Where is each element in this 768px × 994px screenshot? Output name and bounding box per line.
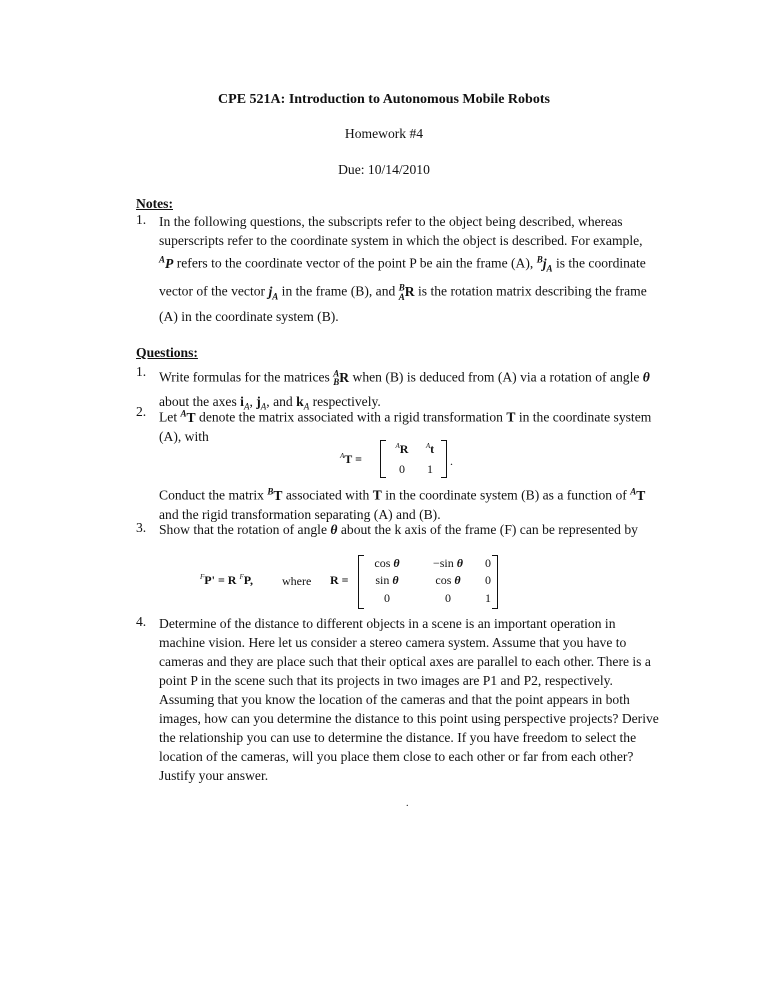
matrix-AT-equation: $^A$T = $^A$R $^A$t 0 1 .: [340, 442, 453, 476]
question-text: Show that the rotation of angle θ about the k axis of the frame (F) can be represented by: [159, 522, 638, 537]
math-AP: $^A$P: [159, 254, 174, 271]
questions-heading: Questions:: [136, 345, 198, 360]
notes-heading: Notes:: [136, 196, 173, 211]
homework-number: Homework #4: [344, 126, 424, 141]
math-BjA: $^Bj_A$: [536, 254, 553, 274]
note-number: 1.: [136, 212, 147, 227]
footer-mark: .: [406, 798, 409, 809]
math-iA: $i_A$: [240, 394, 250, 412]
math-T: T: [372, 487, 382, 503]
where-label: where: [282, 574, 312, 588]
math-BAR: $^B_A$R: [398, 282, 415, 302]
math-jA: $j_A$: [268, 283, 279, 302]
question-text: Write formulas for the matrices $^A_B$R when (B) is deduced from (A) via a rotation of angle θ about the axes $i_A$, $j_A$, and $k_A$ respectively.: [159, 368, 650, 412]
question-number: 4.: [136, 614, 147, 629]
math-theta: θ: [642, 369, 650, 385]
math-AT: $^A$T: [630, 486, 646, 503]
question-number: 3.: [136, 520, 147, 535]
question-text: Determine of the distance to different objects in a scene is an important operation in machine vision. Here let us consider a stereo camera system. Assume that you have to cameras and they are place such that their optical axes are parallel to each other. There is a point P in the scene such that its projects in two images are P1 and P2, respectively. Assuming that you know the location of the cameras and that the point appears in both images, how can you determine the distance to this point using perspective projects? Derive the relationship you can use to determine the distance. If you have freedom to select the location of the cameras, will you place them close to each other or far from each other? Justify your answer.: [159, 616, 659, 783]
math-BT: $^B$T: [267, 486, 283, 503]
math-jA: $j_A$: [256, 394, 267, 412]
question-1: [136, 364, 656, 412]
question-3: [136, 520, 656, 560]
question-4: [136, 614, 659, 794]
math-AT: $^A$T: [180, 408, 196, 425]
question-number: 1.: [136, 364, 147, 379]
due-date: Due: 10/14/2010: [338, 162, 430, 177]
math-kA: $k_A$: [296, 394, 310, 412]
note-text: In the following questions, the subscripts refer to the object being described, whereas superscripts refer to the coordinate system in which the object is described. For example, $^A$P refers to the coordinate vector of the point P be ain the frame (A), $^Bj_A$ is the coordinate vector of the vector $j_A$ in the frame (B), and $^B_A$R is the rotation matrix describing the frame (A) in the coordinate system (B).: [159, 214, 647, 324]
math-theta: θ: [330, 522, 338, 537]
rotation-equation: $^F$P' = R $^F$P, where R = cos θ −sin θ 0 sin θ cos θ 0 0 0 1: [200, 555, 500, 611]
question-2-continued: [136, 482, 656, 522]
question-text: Let $^A$T denote the matrix associated with a rigid transformation T in the coordinate system (A), with: [159, 408, 652, 444]
question-number: 2.: [136, 404, 147, 419]
math-BAR: $^A_B$R: [333, 368, 350, 388]
question-2: [136, 404, 656, 444]
question-text: Conduct the matrix $^B$T associated with T in the coordinate system (B) as a function of $^A$T and the rigid transformation separating (A) and (B).: [159, 486, 646, 522]
note-item-1: [136, 212, 656, 332]
math-T: T: [506, 409, 516, 425]
document-title: CPE 521A: Introduction to Autonomous Mobile Robots: [218, 92, 550, 107]
